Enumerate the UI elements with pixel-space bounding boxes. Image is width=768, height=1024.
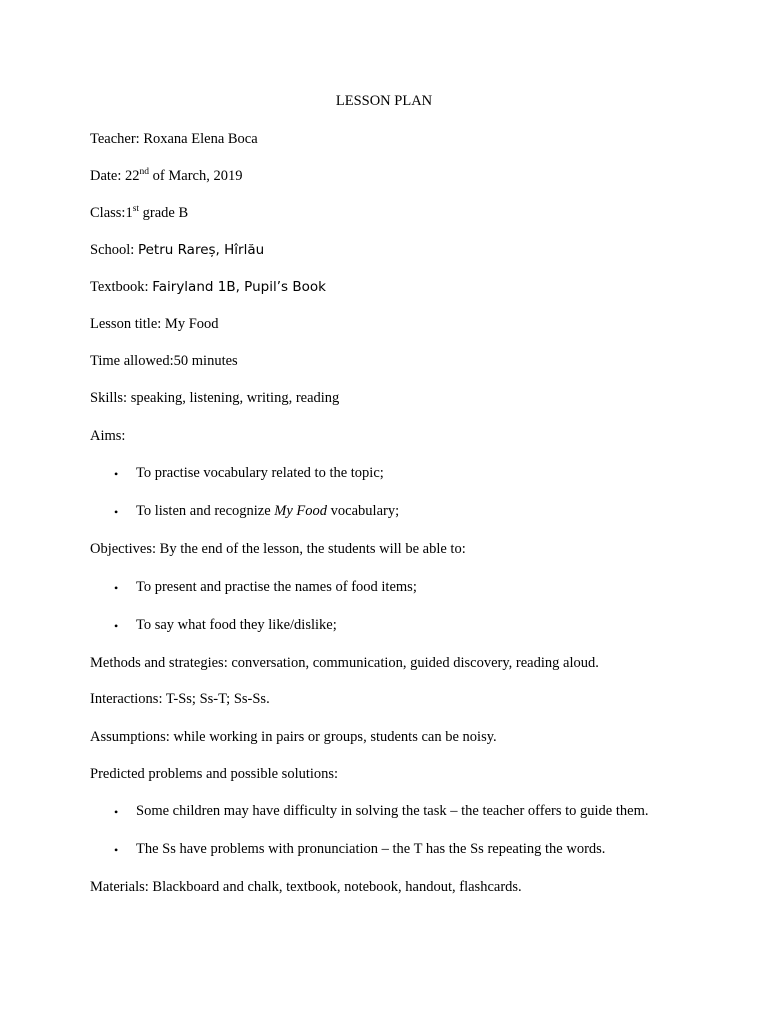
assumptions-value: while working in pairs or groups, students can be noisy.: [173, 729, 497, 745]
lesson-title-line: [90, 317, 219, 332]
assumptions-label: Assumptions:: [90, 729, 170, 745]
textbook-label: Textbook:: [90, 279, 149, 295]
class-suffix: st: [132, 204, 140, 214]
date-label: Date:: [90, 168, 122, 184]
skills-line: [90, 391, 339, 406]
methods-label: Methods and strategies:: [90, 655, 228, 671]
textbook-line: [90, 280, 326, 295]
bullet-icon: •: [114, 467, 119, 481]
aim-item-text: To practise vocabulary related to the topic;: [136, 465, 384, 481]
problem-item: Some children may have difficulty in solving the task – the teacher offers to guide them.: [136, 803, 649, 819]
objectives-value: By the end of the lesson, the students will be able to:: [159, 541, 466, 557]
bullet-icon: •: [114, 805, 119, 819]
aim-item-text: To listen and recognize: [136, 503, 275, 519]
objective-item: To say what food they like/dislike;: [136, 617, 337, 633]
teacher-line: [90, 132, 258, 147]
interactions-value: T-Ss; Ss-T; Ss-Ss.: [165, 691, 270, 707]
date-day: 22: [125, 168, 140, 184]
school-line: [90, 243, 264, 258]
aim-item: [136, 504, 399, 519]
textbook-value: Fairyland 1B, Pupil’s Book: [152, 279, 326, 295]
methods-value: conversation, communication, guided discovery, reading aloud.: [231, 655, 599, 671]
objective-item: To present and practise the names of food items;: [136, 579, 417, 595]
bullet-icon: •: [114, 505, 119, 519]
bullet-icon: •: [114, 843, 119, 857]
problem-item: The Ss have problems with pronunciation – the T has the Ss repeating the words.: [136, 841, 606, 857]
interactions-label: Interactions:: [90, 691, 163, 707]
objectives-line: [90, 542, 466, 557]
aim-item-text-end: vocabulary;: [327, 503, 400, 519]
date-line: [90, 169, 242, 184]
school-value: Petru Rareș, Hîrlău: [137, 242, 265, 258]
aim-item: [136, 466, 384, 481]
objectives-label: Objectives:: [90, 541, 157, 557]
materials-line: [90, 880, 522, 895]
page-title: LESSON PLAN: [335, 93, 433, 109]
methods-line: [90, 656, 599, 671]
lesson-title-value: My Food: [164, 316, 219, 332]
time-allowed-line: [90, 354, 238, 369]
assumptions-line: [90, 730, 497, 745]
date-suffix: nd: [139, 167, 150, 177]
bullet-icon: •: [114, 619, 119, 633]
aims-label: Aims:: [90, 428, 126, 444]
time-allowed-value: 50 minutes: [173, 353, 238, 369]
skills-value: speaking, listening, writing, reading: [130, 390, 340, 406]
class-label: Class:: [90, 205, 126, 221]
bullet-icon: •: [114, 581, 119, 595]
skills-label: Skills:: [90, 390, 128, 406]
class-line: [90, 206, 188, 221]
materials-value: Blackboard and chalk, textbook, notebook, handout, flashcards.: [152, 879, 522, 895]
class-number: 1: [125, 205, 133, 221]
interactions-line: [90, 692, 270, 707]
class-rest: grade B: [142, 205, 189, 221]
school-label: School:: [90, 242, 135, 258]
aim-item-emphasis: My Food: [274, 503, 328, 519]
time-allowed-label: Time allowed:: [90, 353, 174, 369]
predicted-label: Predicted problems and possible solutions:: [90, 766, 339, 782]
materials-label: Materials:: [90, 879, 149, 895]
lesson-title-label: Lesson title:: [90, 316, 162, 332]
teacher-label: Teacher:: [90, 131, 140, 147]
date-rest: of March, 2019: [152, 168, 243, 184]
teacher-value: Roxana Elena Boca: [143, 131, 258, 147]
